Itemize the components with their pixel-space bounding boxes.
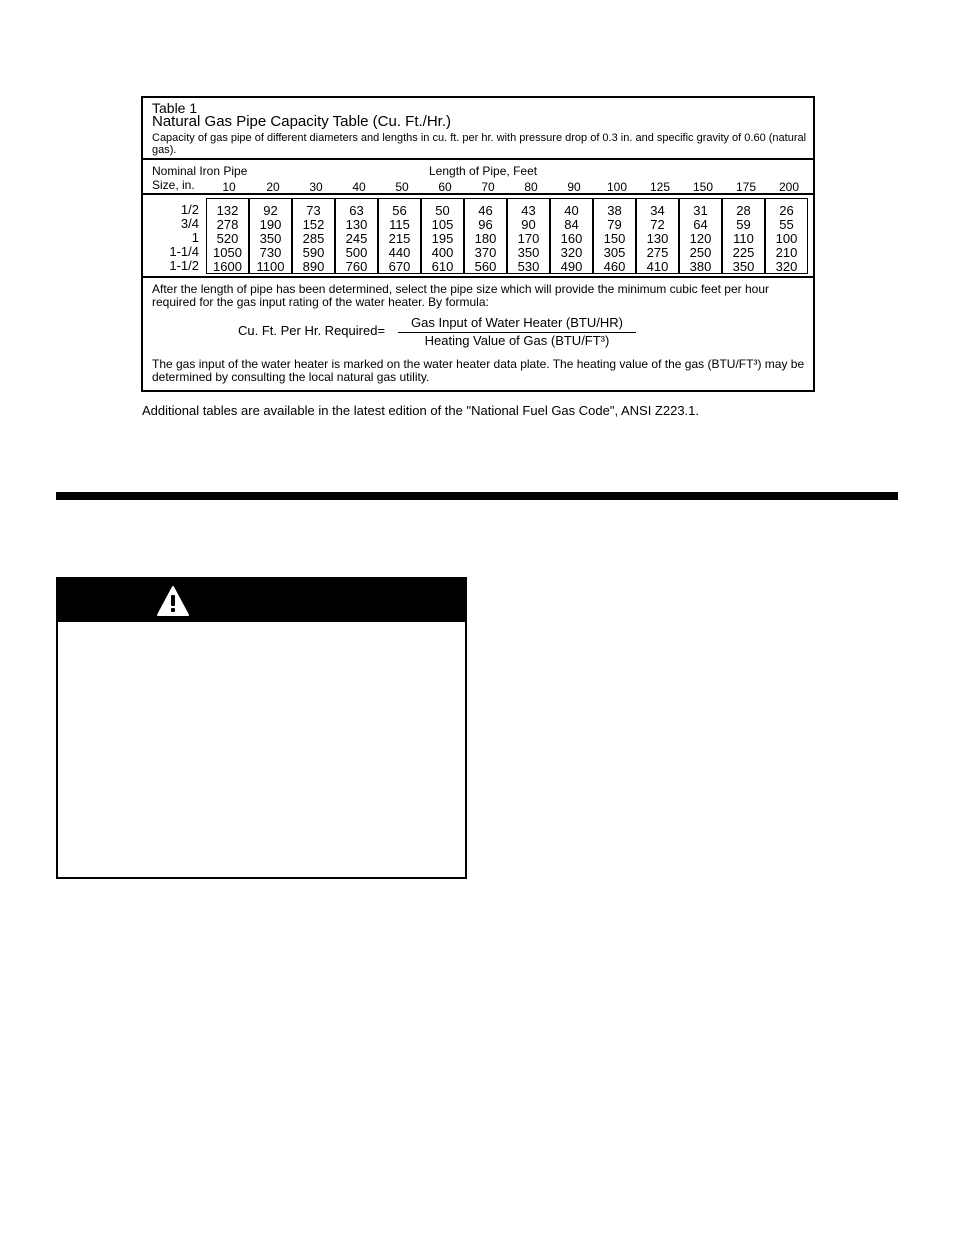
- capacity-value: 380: [689, 259, 712, 274]
- capacity-value: 670: [388, 259, 411, 274]
- capacity-value: 590: [302, 245, 325, 260]
- capacity-value: 760: [345, 259, 368, 274]
- capacity-value: 730: [259, 245, 282, 260]
- capacity-value: 28: [736, 203, 751, 218]
- capacity-value: 115: [389, 217, 410, 232]
- length-header-60: 60: [438, 180, 452, 194]
- capacity-value: 275: [646, 245, 669, 260]
- size-value: 1/2: [180, 202, 199, 217]
- length-header-100: 100: [606, 180, 628, 194]
- capacity-column-125: [636, 198, 679, 274]
- capacity-value: 84: [564, 217, 579, 232]
- warning-body: [58, 622, 465, 877]
- capacity-column-90: [550, 198, 593, 274]
- capacity-value: 215: [388, 231, 411, 246]
- capacity-value: 73: [306, 203, 321, 218]
- length-header-80: 80: [524, 180, 538, 194]
- capacity-column-80: [507, 198, 550, 274]
- additional-tables-note: Additional tables are available in the latest edition of the "National Fuel Gas Code", ANSI Z223.1.: [142, 403, 700, 418]
- capacity-column-150: [679, 198, 722, 274]
- capacity-value: 38: [607, 203, 622, 218]
- size-value: 3/4: [180, 216, 199, 231]
- capacity-value: 72: [650, 217, 665, 232]
- warning-triangle-icon: [156, 585, 190, 617]
- capacity-value: 34: [650, 203, 665, 218]
- capacity-value: 350: [732, 259, 755, 274]
- capacity-value: 120: [689, 231, 712, 246]
- header-length: Length of Pipe, Feet: [429, 164, 538, 178]
- capacity-value: 195: [431, 231, 454, 246]
- capacity-value: 132: [216, 203, 239, 218]
- capacity-value: 490: [560, 259, 583, 274]
- length-header-30: 30: [309, 180, 323, 194]
- size-value: 1-1/4: [169, 244, 199, 259]
- capacity-column-50: [378, 198, 421, 274]
- capacity-value: 170: [517, 231, 540, 246]
- formula-lhs: Cu. Ft. Per Hr. Required=: [238, 323, 386, 338]
- capacity-value: 105: [431, 217, 454, 232]
- capacity-value: 350: [259, 231, 282, 246]
- table-description: Capacity of gas pipe of different diameters and lengths in cu. ft. per hr. with pressure drop of 0.3 in. and specific gravity of 0.60 (natural gas).: [152, 132, 807, 156]
- capacity-value: 440: [388, 245, 411, 260]
- table-label: Table 1: [152, 100, 198, 116]
- capacity-value: 46: [478, 203, 493, 218]
- capacity-value: 160: [560, 231, 583, 246]
- length-header-150: 150: [692, 180, 714, 194]
- capacity-column-40: [335, 198, 378, 274]
- table-notes: [143, 278, 813, 390]
- capacity-value: 520: [216, 231, 239, 246]
- capacity-value: 1600: [213, 259, 242, 274]
- length-header-10: 10: [222, 180, 236, 194]
- capacity-value: 79: [607, 217, 622, 232]
- warning-box: [56, 577, 467, 879]
- length-header-20: 20: [266, 180, 280, 194]
- capacity-value: 560: [474, 259, 497, 274]
- capacity-value: 56: [392, 203, 407, 218]
- capacity-value: 250: [689, 245, 712, 260]
- capacity-column-20: [249, 198, 292, 274]
- table-title-block: [143, 98, 813, 160]
- capacity-value: 320: [775, 259, 798, 274]
- capacity-value: 180: [474, 231, 497, 246]
- capacity-value: 500: [345, 245, 368, 260]
- capacity-column-200: [765, 198, 808, 274]
- capacity-value: 130: [345, 217, 368, 232]
- capacity-value: 530: [517, 259, 540, 274]
- length-header-125: 125: [649, 180, 671, 194]
- capacity-value: 90: [521, 217, 536, 232]
- capacity-value: 50: [435, 203, 450, 218]
- capacity-column-60: [421, 198, 464, 274]
- capacity-column-70: [464, 198, 507, 274]
- capacity-value: 130: [646, 231, 669, 246]
- table-header: [143, 160, 813, 195]
- table-title: Natural Gas Pipe Capacity Table (Cu. Ft./Hr.): [152, 113, 452, 130]
- capacity-value: 305: [603, 245, 626, 260]
- capacity-column-100: [593, 198, 636, 274]
- length-header-90: 90: [567, 180, 581, 194]
- capacity-column-175: [722, 198, 765, 274]
- length-header-200: 200: [778, 180, 800, 194]
- header-size: Size, in.: [152, 178, 195, 192]
- capacity-value: 100: [775, 231, 798, 246]
- capacity-value: 1050: [213, 245, 242, 260]
- table-data: [143, 195, 813, 278]
- length-header-175: 175: [735, 180, 757, 194]
- heating-value-note: The gas input of the water heater is marked on the water heater data plate. The heating value of the gas (BTU/FT³) may be determined by consulting the local natural gas utility.: [152, 357, 805, 384]
- capacity-value: 225: [732, 245, 755, 260]
- capacity-value: 26: [779, 203, 794, 218]
- capacity-value: 59: [736, 217, 751, 232]
- capacity-value: 152: [302, 217, 325, 232]
- capacity-value: 245: [345, 231, 368, 246]
- capacity-value: 370: [474, 245, 497, 260]
- capacity-value: 278: [216, 217, 239, 232]
- capacity-value: 350: [517, 245, 540, 260]
- capacity-value: 31: [693, 203, 708, 218]
- capacity-value: 410: [646, 259, 669, 274]
- gas-pipe-capacity-table: [141, 96, 815, 392]
- header-nominal-pipe: Nominal Iron Pipe: [152, 164, 248, 178]
- capacity-value: 190: [259, 217, 282, 232]
- capacity-value: 610: [431, 259, 454, 274]
- capacity-column-10: [206, 198, 249, 274]
- capacity-value: 55: [779, 217, 794, 232]
- pipe-size-note: After the length of pipe has been determined, select the pipe size which will provide the minimum cubic feet per hour required for the gas input rating of the water heater. By formula:: [152, 282, 770, 309]
- capacity-value: 64: [693, 217, 708, 232]
- length-header-50: 50: [395, 180, 409, 194]
- capacity-value: 1100: [256, 259, 285, 274]
- warning-header-bar: [58, 579, 465, 622]
- capacity-value: 400: [431, 245, 454, 260]
- capacity-value: 110: [733, 231, 754, 246]
- capacity-value: 890: [302, 259, 325, 274]
- section-divider: [56, 492, 898, 500]
- length-header-40: 40: [352, 180, 366, 194]
- length-header-70: 70: [481, 180, 495, 194]
- capacity-value: 320: [560, 245, 583, 260]
- capacity-value: 63: [349, 203, 364, 218]
- formula-denominator: Heating Value of Gas (BTU/FT³): [424, 333, 610, 348]
- formula-numerator: Gas Input of Water Heater (BTU/HR): [398, 316, 636, 333]
- capacity-value: 43: [521, 203, 536, 218]
- capacity-value: 96: [478, 217, 493, 232]
- capacity-value: 210: [775, 245, 798, 260]
- capacity-column-30: [292, 198, 335, 274]
- capacity-value: 150: [603, 231, 626, 246]
- size-value: 1-1/2: [169, 258, 199, 273]
- capacity-value: 92: [263, 203, 278, 218]
- capacity-value: 285: [302, 231, 325, 246]
- size-value: 1: [191, 230, 199, 245]
- capacity-value: 460: [603, 259, 626, 274]
- capacity-value: 40: [564, 203, 579, 218]
- size-column: [143, 198, 204, 274]
